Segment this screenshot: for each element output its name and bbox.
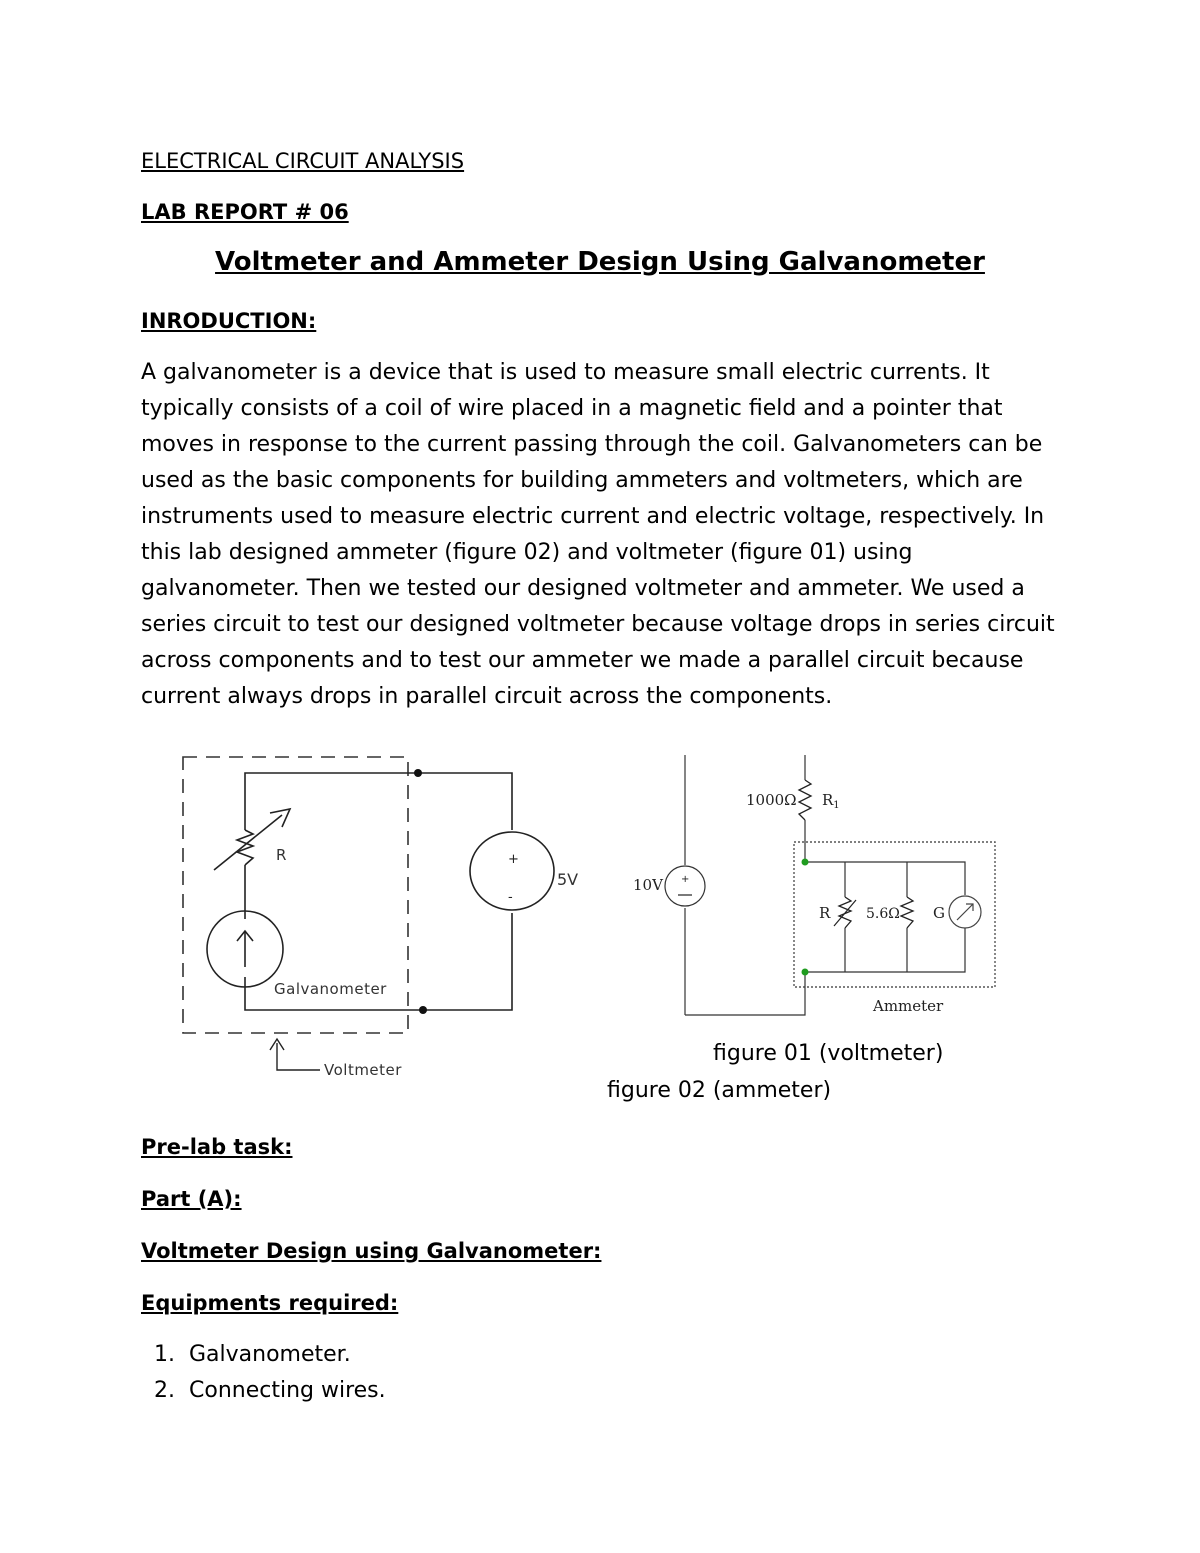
design-heading: Voltmeter Design using Galvanometer: — [141, 1239, 602, 1263]
circuit-wires — [245, 773, 512, 1010]
figure2-caption: figure 02 (ammeter) — [607, 1078, 832, 1103]
junction-dot — [802, 859, 809, 866]
figure1-caption: figure 01 (voltmeter) — [713, 1041, 944, 1066]
resistor-label: R — [276, 846, 287, 864]
resistor-r1-symbol — [799, 780, 811, 820]
r1-name-label: $R_1$ — [822, 791, 840, 811]
r1-value-label: 1000Ω — [746, 791, 797, 809]
shunt-resistor-symbol — [901, 897, 913, 928]
intro-line: across components and to test our ammeter we made a parallel circuit because — [141, 648, 1024, 673]
equipments-heading: Equipments required: — [141, 1291, 399, 1315]
intro-paragraph — [141, 355, 1055, 715]
shunt-value-label: 5.6Ω — [866, 906, 900, 922]
junction-dot — [802, 969, 809, 976]
arrow-head-icon — [270, 809, 290, 827]
ammeter-circuit-diagram — [630, 750, 1010, 1025]
source-voltage-label: 10V — [633, 876, 663, 894]
svg-text:+: + — [681, 874, 690, 885]
ammeter-label: Ammeter — [873, 997, 944, 1015]
course-title: ELECTRICAL CIRCUIT ANALYSIS — [141, 149, 465, 173]
junction-dot — [419, 1006, 427, 1014]
intro-line: typically consists of a coil of wire placed in a magnetic field and a pointer that — [141, 396, 1003, 421]
intro-line: current always drops in parallel circuit across the components. — [141, 684, 833, 709]
list-item: 1. Galvanometer. — [154, 1342, 351, 1367]
voltmeter-label: Voltmeter — [324, 1061, 402, 1079]
source-voltage-label: 5V — [557, 870, 579, 889]
voltage-source-symbol — [665, 866, 705, 906]
intro-line: instruments used to measure electric current and electric voltage, respectively. In — [141, 504, 1045, 529]
intro-heading: INRODUCTION: — [141, 309, 317, 333]
minus-sign: - — [508, 890, 513, 905]
intro-line: series circuit to test our designed voltmeter because voltage drops in series circuit — [141, 612, 1055, 637]
r-label: R — [819, 904, 831, 922]
galvanometer-label: Galvanometer — [274, 980, 387, 998]
intro-line: this lab designed ammeter (figure 02) and voltmeter (figure 01) using — [141, 540, 913, 565]
report-number: LAB REPORT # 06 — [141, 200, 349, 224]
intro-line: used as the basic components for building ammeters and voltmeters, which are — [141, 468, 1023, 493]
voltmeter-circuit-diagram — [170, 745, 600, 1090]
g-label: G — [933, 904, 945, 922]
voltmeter-pointer — [277, 1043, 320, 1070]
resistor-symbol — [237, 830, 253, 865]
page-title: Voltmeter and Ammeter Design Using Galvanometer — [215, 247, 985, 277]
junction-dot — [414, 769, 422, 777]
part-a-heading: Part (A): — [141, 1187, 242, 1211]
prelab-heading: Pre-lab task: — [141, 1135, 293, 1159]
list-item: 2. Connecting wires. — [154, 1378, 386, 1403]
intro-line: moves in response to the current passing through the coil. Galvanometers can be — [141, 432, 1043, 457]
intro-line: A galvanometer is a device that is used to measure small electric currents. It — [141, 360, 990, 385]
intro-line: galvanometer. Then we tested our designed voltmeter and ammeter. We used a — [141, 576, 1025, 601]
plus-sign: + — [508, 852, 519, 867]
equipment-list — [141, 1337, 386, 1409]
